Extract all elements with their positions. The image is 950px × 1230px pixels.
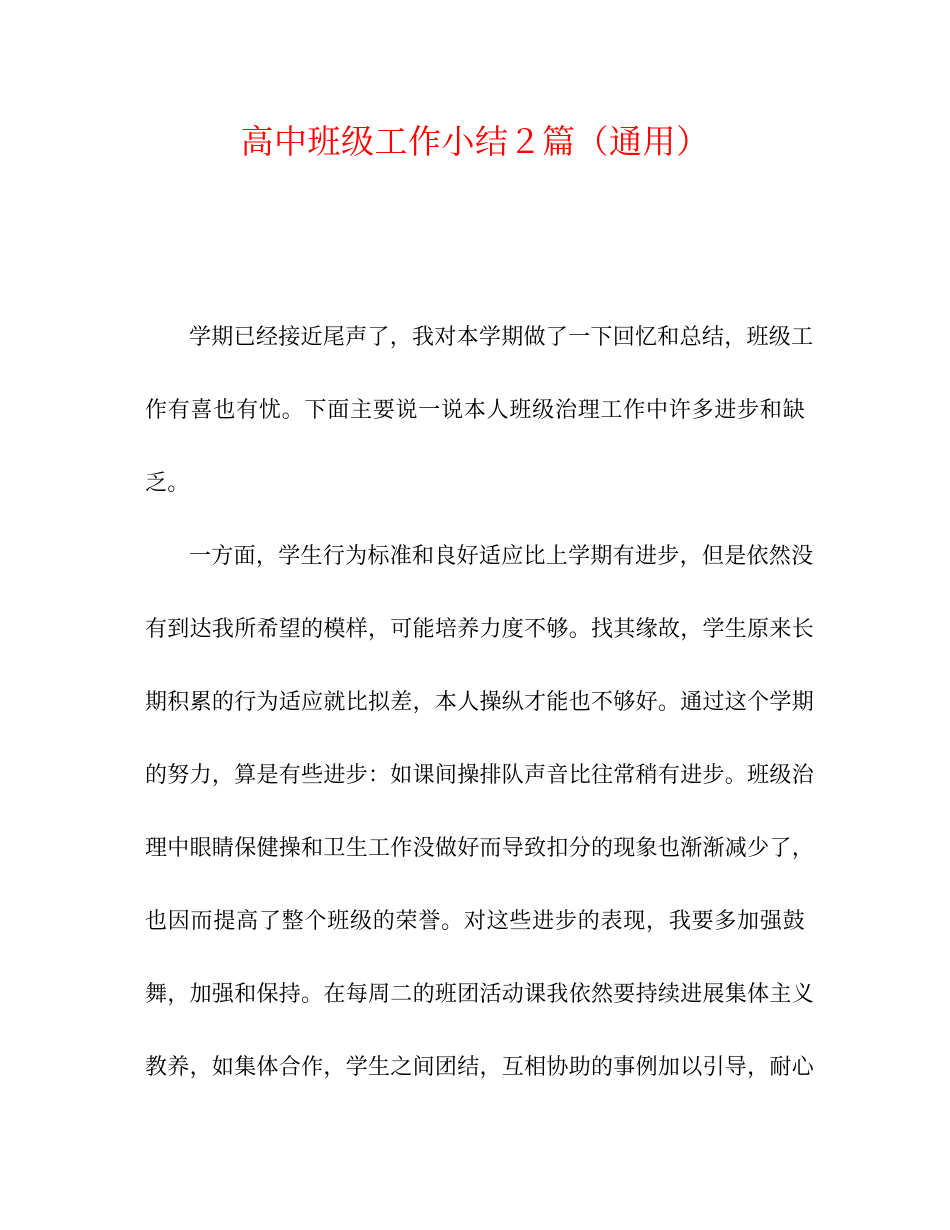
paragraph-1-line-1: 学期已经接近尾声了，我对本学期做了一下回忆和总结，班级工 (189, 325, 814, 350)
paragraph-1-line-2: 作有喜也有忧。下面主要说一说本人班级治理工作中许多进步和缺 (145, 398, 805, 423)
document-title: 高中班级工作小结２篇（通用） (240, 122, 710, 161)
paragraph-2-line-6: 也因而提高了整个班级的荣誉。对这些进步的表现，我要多加强鼓 (145, 909, 805, 934)
paragraph-2-line-8: 教养，如集体合作，学生之间团结，互相协助的事例加以引导，耐心 (145, 1055, 815, 1080)
paragraph-2-line-5: 理中眼睛保健操和卫生工作没做好而导致扣分的现象也渐渐减少了， (145, 836, 815, 861)
paragraph-2-line-1: 一方面，学生行为标准和良好适应比上学期有进步，但是依然没 (189, 544, 814, 569)
paragraph-2-line-4: 的努力，算是有些进步：如课间操排队声音比往常稍有进步。班级治 (145, 763, 815, 788)
paragraph-2-line-7: 舞，加强和保持。在每周二的班团活动课我依然要持续进展集体主义 (145, 982, 815, 1007)
document-body (145, 313, 815, 1116)
paragraph-1-line-3: 乏。 (145, 471, 190, 496)
paragraph-2-line-2: 有到达我所希望的模样，可能培养力度不够。找其缘故，学生原来长 (145, 617, 815, 642)
paragraph-2-line-3: 期积累的行为适应就比拟差，本人操纵才能也不够好。通过这个学期 (145, 690, 815, 715)
